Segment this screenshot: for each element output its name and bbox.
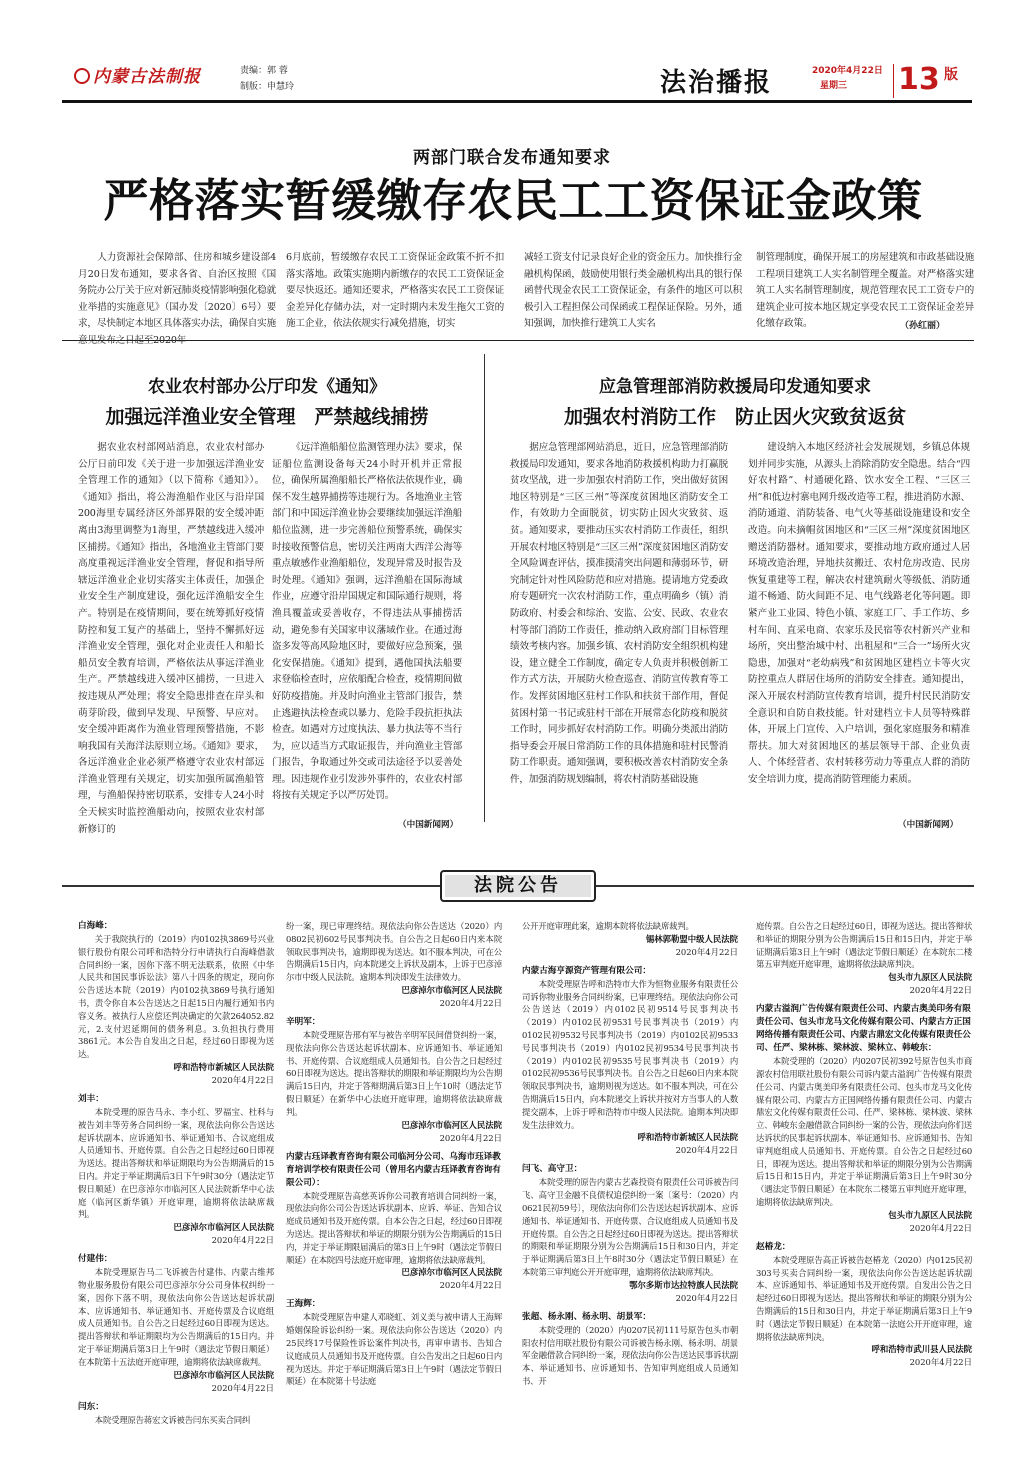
notice-court: 巴彦淖尔市临河区人民法院 (173, 1222, 274, 1233)
producer-credit: 制版：申慧玲 (240, 82, 295, 92)
court-notice (522, 1311, 738, 1388)
notice-court: 锡林郭勒盟中级人民法院 (645, 933, 738, 944)
court-notice (78, 1253, 274, 1394)
court-notice (286, 1016, 502, 1145)
court-notice (78, 1093, 274, 1247)
notice-recipient: 内蒙古溢润广告传媒有限责任公司、内蒙古奥美印务有限责任公司、包头市龙马文化传媒有限公司、内蒙古方正国网络传播有限责任公司、内蒙古鼎宏文化传媒有限责任公司、任严、梁林栋、梁林波、梁林立、韩峻东： (756, 1004, 971, 1054)
notice-recipient: 闫东： (78, 1401, 104, 1412)
lead-divider (62, 340, 974, 341)
notice-date: 2020年4月22日 (211, 1074, 274, 1085)
right-title: 应急管理部消防救援局印发通知要求 (599, 377, 871, 397)
notice-date: 2020年4月22日 (439, 1280, 502, 1291)
masthead (0, 0, 1024, 118)
notice-date: 2020年4月22日 (211, 1382, 274, 1393)
notice-court: 呼和浩特市新城区人民法院 (173, 1061, 274, 1072)
notice-body: 本院受理原告高慈英诉你公司教育培训合同纠纷一案，现依法向你公司公告送达诉状副本、应诉、举证、告知合议庭成员通知书及开庭传票。自本公告之日起，经过60日即视为送达。提出答辩状和举证的期限分别为公告期满后的15日内，并定于举证期限届满后的第3日上午9时（遇法定节假日顺延）在本院四号法庭开庭审理，逾期将依法缺席裁判。 (286, 1190, 502, 1265)
header-rule (62, 100, 972, 103)
issue-weekday: 星期三 (820, 81, 848, 91)
newspaper-logo: 内蒙古法制报 (74, 62, 201, 87)
notice-date: 2020年4月22日 (439, 1132, 502, 1143)
logo-emblem-icon (74, 68, 90, 84)
left-byline: （中国新闻网） (398, 820, 459, 830)
court-notice (78, 920, 274, 1087)
center-divider (484, 354, 485, 822)
notice-body: 本院受理原告呼和浩特市大作为恒物业服务有限责任公司诉你物业服务合同纠纷案，已审理终结。现依法向你公司公告送达（2019）内0102民初9514号民事判决书（2019）内0102民初9531号民事判决书（2019）内0102民初9532号民事判决书（2019）内0102民初9533号民事判决书（2019）内0102民初9534号民事判决书（2019）内0102民初9535号民事判决书（2019）内0102民初9536号民事判决书。自公告之日起60日内来本院领取民事判决书，逾期则视为送达。如不服本判决，可在公告期满后15日内，向本院递交上诉状并按对方当事人的人数提交副本，上诉于呼和浩特市中级人民法院。逾期本判决即发生法律效力。 (522, 978, 738, 1130)
editor-credit: 责编：郭 蓉 (240, 66, 288, 76)
court-notice (756, 1241, 972, 1370)
page-label: 版 (944, 67, 958, 83)
notice-court: 巴彦淖尔市临河区人民法院 (173, 1369, 274, 1380)
notice-body: 庭传票。自公告之日起经过60日，即视为送达。提出答辩状和举证的期限分别为公告期满后15日和15日内，并定于举证期满后第3日上午9时（遇法定节假日顺延）在本院东二楼第五审判庭开庭审理，逾期将依法缺席判决。 (756, 921, 972, 970)
section-name: 法治播报 (660, 68, 773, 98)
right-byline: （中国新闻网） (898, 820, 959, 830)
right-col-2: 建设纳入本地区经济社会发展规划，乡镇总体规划并同步实施，从源头上消除消防安全隐患。结合“四好农村路”、村通硬化路、饮水安全工程、“三区三州”和低边村寨电网升级改造等工程，推进消防水源、消防通道、消防装备、电气火等基础设施建设和安全改造。向未摘帽贫困地区和“三区三州”深度贫困地区赠送消防器材。通知要求，要推动地方政府通过人居环境改造治理，异地扶贫搬迁、农村危房改造、民房恢复重建等工程，解决农村建筑耐火等级低、消防通道不畅通、防火间距不足、电气线路老化等问题。即紧产业工业园、特色小镇、家庭工厂、手工作坊、乡村车间、直采电商、农家乐及民宿等农村新兴产业和场所，突出整治城中村、出租屋和“三合一”场所火灾隐患，加强对“老幼病残”和贫困地区建档立卡等火灾防控重点人群居住场所的消防安全排查。通知提出，深入开展农村消防宣传教育培训，提升村民民消防安全意识和自防自救技能。针对建档立卡人员等特殊群体，开展上门宣传、入户培训，强化家庭服务和精准帮扶。加大对贫困地区的基层领导干部、企业负责人、个体经营者、农村转移劳动力等重点人群的消防安全培训力度，提高消防管理能力素质。 (748, 442, 970, 785)
notice-court: 巴彦淖尔市临河区人民法院 (401, 1119, 502, 1130)
notice-recipient: 张超、杨永刚、杨永明、胡景军： (522, 1311, 651, 1322)
notice-body: 本院受理原告高正诉被告赵椿龙（2020）内0125民初303号买卖合同纠纷一案，现依法向你公告送达起诉状副本、应诉通知书、举证通知书及开庭传票。自发出公告之日起经过60日即视为送达。提出答辩状和举证的期限分别为公告期满后的15日和30日内，并定于举证期满后第3日上午9时（遇法定节假日顺延）在本院第一法庭公开开庭审理，逾期将依法缺席判决。 (756, 1254, 972, 1342)
lead-headline: 严格落实暂缓缴存农民工工资保证金政策 (103, 174, 923, 227)
notice-body: 本院受理原告申建人邓晓虹、刘义美与被申请人王海辉婚姻保险诉讼纠纷一案。现依法向你公告送达（2020）内25民终17号保险性诉讼案件判决书，再审申请书、告知合议庭成员人员通知书及开庭传票。自公告发出之日起60日内视为送达。并定于举证期满后第3日上午9时（遇法定节假日顺延）在本院第十号法庭 (286, 1312, 502, 1387)
notice-court: 鄂尔多斯市达拉特旗人民法院 (629, 1279, 738, 1290)
notice-body: 本院受理的（2020）内0207民初111号原告包头市朝阳农村信用联社股份有限公司诉被告杨永刚、杨永明、胡景军金融借款合同纠纷一案，现依法向你公告送达民事诉状副本、举证通知书、应诉通知书、告知审判庭组成人员通知书、开 (522, 1324, 738, 1386)
notice-date: 2020年4月22日 (675, 1145, 738, 1156)
court-notice (78, 1401, 274, 1427)
court-notice (286, 1151, 502, 1293)
notice-col-1 (78, 920, 274, 1450)
notice-date: 2020年4月22日 (909, 1357, 972, 1368)
left-col-1: 据农业农村部网站消息，农业农村部办公厅日前印发《关于进一步加强远洋渔业安全管理工作的通知》（以下简称《通知》）。《通知》指出，将公海渔船作业区与沿岸国200海里专属经济区外部界限的安全缓冲距离由3海里调整为1海里，严禁越线进入缓冲区捕捞。《通知》指出，各地渔业主管部门要高度重视远洋渔业安全管理，督促和指导所辖远洋渔业企业切实落实主体责任，加强企业安全生产制度建设，强化远洋渔船安全生产。特别是在疫情期间，要在统筹抓好疫情防控和复工复产的基础上，坚持不懈抓好远洋渔业安全管理，强化对企业责任人和船长船员安全教育培训，严格依法从事远洋渔业生产。严禁越线进入缓冲区捕捞，一旦进入按违规从严处理；将安全隐患排查在岸头和萌芽阶段，做到早发现、早预警、早应对。安全缓冲距离作为渔业管理预警措施，不影响我国有关海洋法原则立场。《通知》要求，各远洋渔业企业必须严格遵守农业农村部远洋渔业管理有关规定，切实加强所属渔船管理，与渔船保持密切联系，安排专人24小时全天候实时监控渔船动向，按照农业农村部新修订的 (78, 442, 264, 835)
lead-col-1: 人力资源社会保障部、住房和城乡建设部4月20日发布通知，要求各省、自治区按照《国务院办公厅关于应对新冠肺炎疫情影响强化稳就业举措的实施意见》（国办发〔2020〕6号）要求，尽快制定本地区具体落实办法，确保自实施 (78, 252, 276, 330)
notice-body: 纷一案，现已审理终结。现依法向你公告送达（2020）内0802民初602号民事判决书。自公告之日起60日内来本院领取民事判决书，逾期即视为送达。如不服本判决，可在公告期满后15日内，向本院递交上诉状及副本，上诉于巴彦淖尔市中级人民法院。逾期本判决即发生法律效力。 (286, 921, 502, 983)
notice-date: 2020年4月22日 (439, 997, 502, 1008)
notice-body: 本院受理原告马二飞诉被告付建伟、内蒙古维邦物业服务股份有限公司巴彦淖尔分公司身体权纠纷一案，因你下落不明，现依法向你公告送达起诉状副本、应诉通知书、举证通知书、开庭传票及合议庭组成人员通知书。自公告之日起经过60日即视为送达。提出答辩状和举证期限均为公告期满后的15日内。并定于举证期满后第3日上午9时（遇法定节假日顺延）在本院第十五法庭开庭审理，逾期将依法缺席裁判。 (78, 1267, 274, 1367)
court-notice (756, 920, 972, 997)
page-number: 13 (898, 62, 940, 97)
court-notice (522, 965, 738, 1158)
notice-date: 2020年4月22日 (211, 1235, 274, 1246)
notice-date: 2020年4月22日 (909, 985, 972, 996)
left-title: 农业农村部办公厅印发《通知》 (148, 377, 386, 397)
notice-col-3 (522, 920, 738, 1450)
right-subtitle: 加强农村消防工作 防止因火灾致贫返贫 (563, 406, 906, 428)
court-section-title: 法院公告 (445, 875, 591, 897)
notice-court: 包头市九原区人民法院 (888, 1209, 972, 1220)
notice-body: 本院受理原告邢有军与被告辛明军民间借贷纠纷一案，现依法向你公告送达起诉状副本、应诉通知书、举证通知书、开庭传票、合议庭组成人员通知书。自公告之日起经过60日即视为送达。提出答辩状的期限和举证期限均为公告期满后15日内，并定于答辩期满后第3日上午10时（遇法定节假日顺延）在新华中心法庭开庭审理，逾期将依法缺席裁判。 (286, 1029, 502, 1117)
notice-body: 本院受理的原告马永、李小红、罗福宝、杜科与被告刘丰等劳务合同纠纷一案，现依法向你公告送达起诉状副本、应诉通知书、举证通知书、合议庭组成人员通知书、开庭传票。自公告之日起经过60日即视为送达。提出答辩状和举证期限均为公告期满后的15日内。并定于举证期满后3日下午9时30分（遇法定节假日顺延）在巴彦淖尔市临河区人民法院新华中心法庭（临河区新华镇）开庭审理，逾期将依法缺席裁判。 (78, 1106, 274, 1220)
left-subtitle: 加强远洋渔业安全管理 严禁越线捕捞 (105, 406, 429, 428)
notice-recipient: 付建伟： (78, 1254, 113, 1265)
lead-col-2: 6月底前，暂缓缴存农民工工资保证金政策不折不扣落实落地。政策实施期内新缴存的农民工工资保证金要尽快返还。通知还要求，严格落实农民工工资保证金差异化存储办法，对一定时期内未发生拖欠工资的施工企业，依法依规实行减免措施，切实 (286, 252, 504, 330)
notice-recipient: 辛明军： (286, 1016, 321, 1027)
notice-body: 本院受理原告蒋宏文诉被告闫东买卖合同纠 (94, 1414, 251, 1425)
notice-recipient: 刘丰： (78, 1093, 104, 1104)
lead-byline: （孙红丽） (900, 321, 946, 331)
notice-date: 2020年4月22日 (909, 1222, 972, 1233)
lead-col-3: 减轻工资支付记录良好企业的资金压力。加快推行金融机构保函，鼓励使用银行类金融机构出具的银行保函替代现金农民工工资保证金，有条件的地区可以积极引入工程担保公司保函或工程保证保险。另外，通知强调，加快推行建筑工人实名 (524, 252, 742, 330)
notice-date: 2020年4月22日 (675, 946, 738, 957)
notice-recipient: 内蒙古海亨源资产管理有限公司： (522, 965, 651, 976)
court-header-band (62, 868, 974, 904)
notice-body: 本院受理的（2020）内0207民初392号原告包头市商源农村信用联社股份有限公司诉内蒙古溢润广告传媒有限责任公司、内蒙古奥美印务有限责任公司、包头市龙马文化传媒有限公司、内蒙古方正国网络传播有限责任公司、内蒙古鼎宏文化传媒有限责任公司、任严、梁林栋、梁林波、梁林立、韩峻东金融借款合同纠纷一案的公告，现依法向你们送达诉状的民事起诉状副本、举证通知书、应诉通知书、告知审判庭组成人员通知书、开庭传票。自公告之日起经过60日，即视为送达。提出答辩状和举证的期限分别为公告期满后15日和15日内，并定于举证期满后第3日上午9时30分（遇法定节假日顺延）在本院东二楼第五审判庭开庭审理，逾期将依法缺席判决。 (756, 1056, 972, 1207)
notice-body: 本院受理的原告内蒙古艺森投资有限责任公司诉被告闫飞、高守卫金融不良债权追偿纠纷一案〔案号：（2020）内0621民初59号〕，现依法向你们公告送达起诉状副本、应诉通知书、举证通知书、开庭传票、合议庭组成人员通知书及开庭传票。自公告之日起经过60日即视为送达。提出答辩状的期限和举证期限分别为公告期满后15日和30日内，并定于举证期满后第3日上午8时30分（遇法定节假日顺延）在本院第三审判庭公开开庭审理，逾期将依法缺席判决。 (522, 1177, 738, 1277)
notice-court: 呼和浩特市新城区人民法院 (637, 1132, 738, 1143)
notice-recipient: 闫飞、高守卫： (522, 1164, 583, 1175)
notice-court: 巴彦淖尔市临河区人民法院 (401, 1267, 502, 1278)
court-notice (286, 920, 502, 1010)
notice-body: 公开开庭审理此案，逾期本院将依法缺席裁判。 (522, 921, 694, 931)
court-notice (286, 1298, 502, 1388)
notice-recipient: 内蒙古珏译教育咨询有限公司临河分公司、乌海市珏译教育培训学校有限责任公司（曾用名内蒙古珏译教育咨询有限公司）： (286, 1151, 501, 1188)
left-col-2: 《远洋渔船船位监测管理办法》要求，保证船位监测设备每天24小时开机并正常报位，确保所属渔船船长严格依法依规作业，确保不发生越界捕捞等违规行为。各地渔业主管部门和中国远洋渔业协会要继续加强远洋渔船船位监测，进一步完善船位预警系统，确保实时接收预警信息，密切关注两南大西洋公海等重点敏感作业渔船船位，发现异常及时报告及时处理。《通知》强调，远洋渔船在国际海域作业，应遵守沿岸国规定和国际通行规则，将渔具覆盖或妥善收存，不得违法从事捕捞活动，避免参有关国家申议藩域作业。在通过海盗多发等高风险地区时，要做好应急预案，强化安保措施。《通知》提到，遇他国执法船要求登临检查时，应依船配合检查，疫情期间做好防疫措施。并及时向渔业主管部门报告，禁止逃避执法检查或以暴力、危险手段抗拒执法检查。如遇对方过度执法、暴力执法等不当行为，应以适当方式取证报告，并向渔业主管部门报告，争取通过外交或司法途径予以妥善处理。因违规作业引发涉外事件的，农业农村部将按有关规定予以严厉处罚。 (272, 442, 462, 802)
notice-court: 包头市九原区人民法院 (888, 972, 972, 983)
court-notice (522, 920, 738, 959)
notice-col-2 (286, 920, 502, 1450)
notice-col-4 (756, 920, 972, 1450)
lead-kicker: 两部门联合发布通知要求 (413, 148, 611, 168)
notice-recipient: 赵椿龙： (756, 1241, 791, 1252)
court-notice (522, 1163, 738, 1304)
notice-date: 2020年4月22日 (675, 1292, 738, 1303)
lead-col-4: 制管理制度，确保开展工的房屋建筑和市政基础设施工程项目建筑工人实名制管理全覆盖。对严格落实建筑工人实名制管理制度，规范管理农民工工资专户的建筑企业可按本地区规定享受农民工工资保证金差异化缴存政策。 (756, 252, 974, 330)
court-notice (756, 1003, 972, 1235)
notice-body: 关于我院执行的（2019）内0102执3869号兴业银行股份有限公司呼和浩特分行申请执行白海峰借款合同纠纷一案，因你下落不明无法联系，依照《中华人民共和国民事诉讼法》第八十四条的规定，现向你公告送达本院（2019）内0102执3869号执行通知书，责令你自本公告送达之日起15日内履行通知书内容义务。被执行人应偿还判决确定的欠款264052.82元，2.支付迟延期间的债务利息。3.负担执行费用3861元。本公告自发出之日起，经过60日即视为送达。 (78, 934, 274, 1060)
date-box (812, 64, 894, 98)
notice-court: 巴彦淖尔市临河区人民法院 (401, 984, 502, 995)
notice-recipient: 白海峰： (78, 921, 113, 931)
issue-date: 2020年4月22日 (812, 66, 883, 76)
right-col-1: 据应急管理部网站消息，近日，应急管理部消防救援局印发通知，要求各地消防救援机构助力打赢脱贫攻坚战，进一步加强农村消防工作，突出做好贫困地区特别是“三区三州”等深度贫困地区消防安全工作，有效助力全面脱贫，切实防止因火灾致贫、返贫。通知要求，要推动压实农村消防工作责任，组织开展农村地区特别是“三区三州”深度贫困地区消防安全风险调查评估，摸准摸清突出问题和薄弱环节，研究制定针对性风险防范和应对措施。提请地方党委政府专题研究一次农村消防工作，重点明确乡（镇）消防政府、村委会和综治、安监、公安、民政、农业农村等部门消防工作责任，推动纳入政府部门目标管理绩效考核内容。加强乡镇、农村消防安全组织机构建设，建立健全工作制度，确定专人负责并积极创新工作方式方法，开展防火检查巡查、消防宣传教育等工作。发挥贫困地区驻村工作队和扶贫干部作用，督促贫困村第一书记或驻村干部在开展常态化防疫和脱贫工作时，同步抓好农村消防工作。明确分类派出消防指导委会开展日常消防工作的具体措施和驻村民警消防工作职责。通知强调，要积极改善农村消防安全条件，加强消防规划编制，将农村消防基础设施 (510, 442, 728, 785)
court-header-box (440, 870, 596, 902)
notice-court: 呼和浩特市武川县人民法院 (871, 1344, 972, 1355)
notice-recipient: 王海辉： (286, 1299, 321, 1310)
